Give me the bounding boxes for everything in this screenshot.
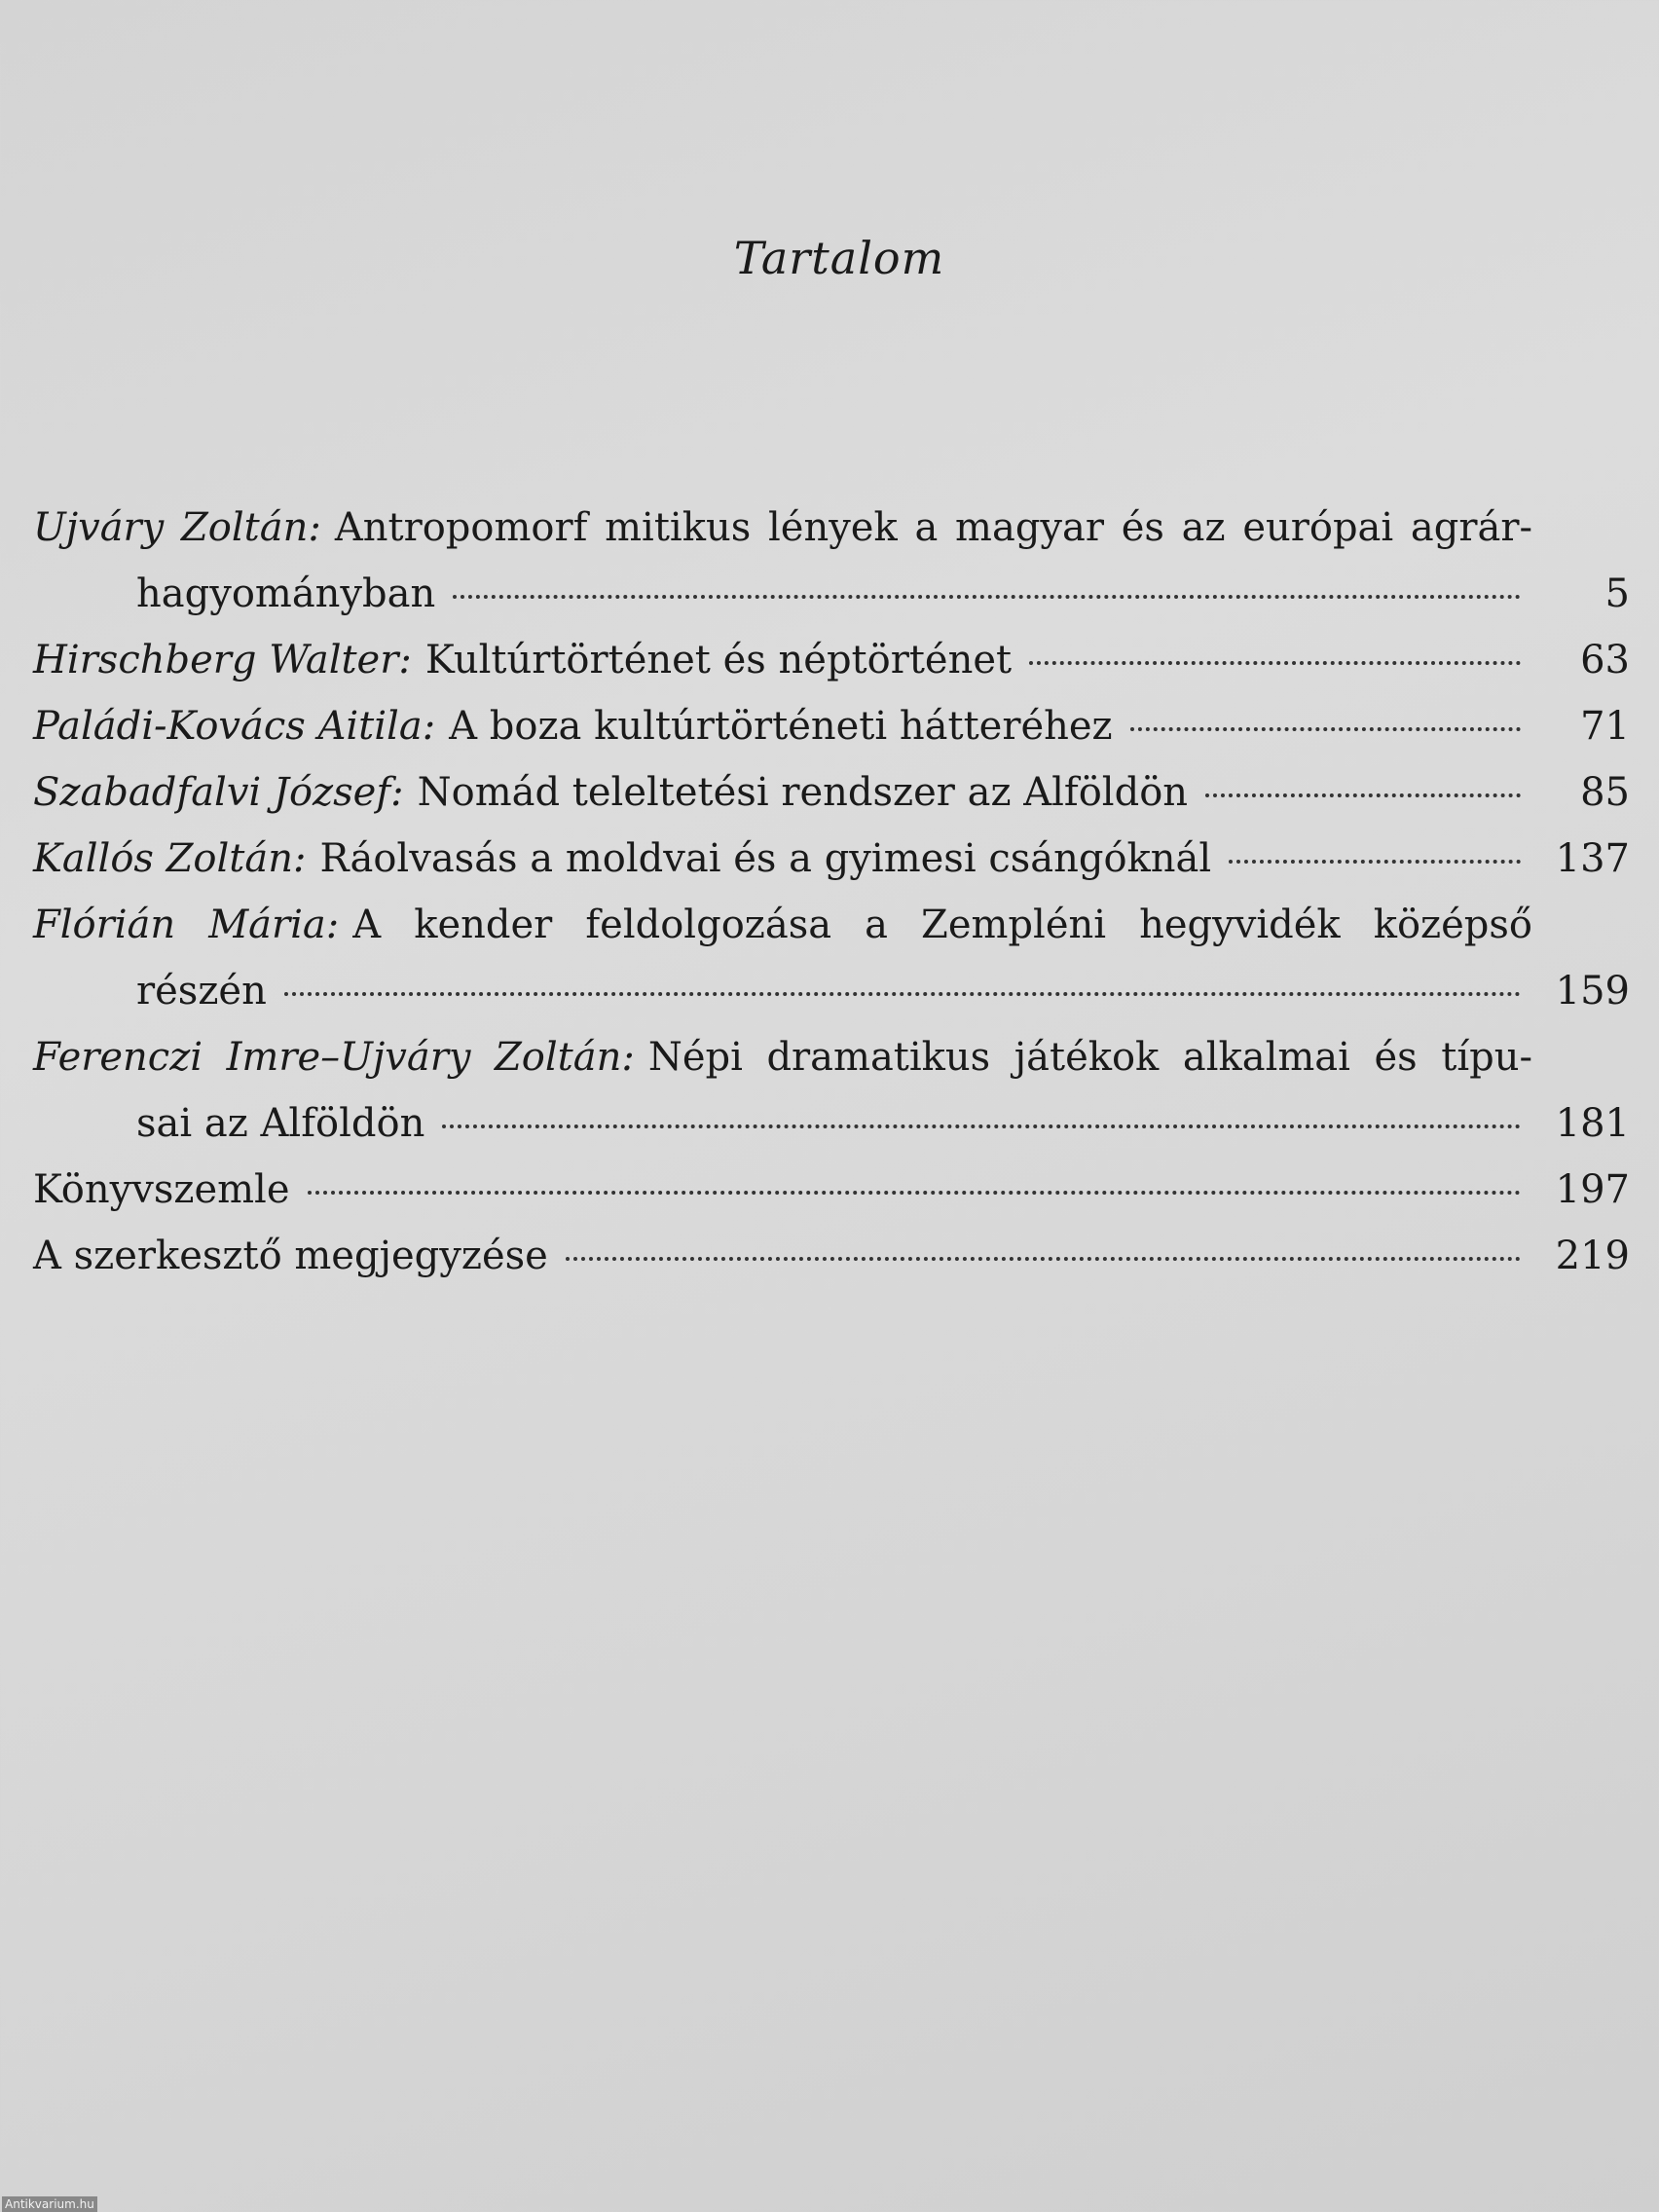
toc-author: Szabadfalvi József: [33,770,404,815]
table-of-contents [33,495,1630,1289]
toc-entry [33,1223,1630,1289]
dot-leader [1130,723,1521,731]
dot-leader [453,591,1521,599]
toc-entry-line [33,958,1630,1024]
toc-page-number: 159 [1555,969,1630,1014]
toc-entry-line [33,826,1630,892]
toc-entry-line [33,495,1630,561]
toc-page-number: 71 [1580,704,1630,749]
toc-title: Népi dramatikus játékok alkalmai és típu- [647,1035,1533,1080]
toc-author: Hirschberg Walter: [33,638,412,682]
toc-entry [33,826,1630,892]
page-title: Tartalom [733,232,945,284]
toc-title: Könyvszemle [33,1167,290,1212]
toc-entry-line [33,759,1630,826]
toc-title-continued: részén [136,969,267,1014]
toc-entry [33,495,1630,627]
toc-entry-line [33,561,1630,627]
toc-entry [33,1024,1630,1157]
toc-title: Kultúrtörténet és néptörténet [424,638,1013,682]
toc-title: Ráolvasás a moldvai és a gyimesi csángóknál [319,836,1212,881]
toc-entry-line [33,1024,1630,1090]
toc-author: Ujváry Zoltán: [33,505,321,550]
toc-page-number: 181 [1555,1101,1630,1146]
toc-page-number: 85 [1580,770,1630,815]
toc-entry-line [33,1223,1630,1289]
toc-author: Flórián Mária: [33,903,340,947]
toc-entry [33,693,1630,759]
toc-title: Nomád teleltetési rendszer az Alföldön [417,770,1189,815]
toc-author: Kallós Zoltán: [33,836,307,881]
toc-entry [33,759,1630,826]
toc-entry-line [33,693,1630,759]
toc-entry [33,892,1630,1024]
toc-entry-line [33,1090,1630,1157]
toc-entry-line [33,892,1630,958]
dot-leader [1029,657,1521,665]
toc-entry [33,1157,1630,1223]
toc-author: Ferenczi Imre–Ujváry Zoltán: [33,1035,635,1080]
toc-page-number: 137 [1555,836,1630,881]
dot-leader [1229,856,1521,864]
dot-leader [442,1121,1521,1128]
toc-page-number: 5 [1604,571,1630,616]
toc-page-number: 197 [1555,1167,1630,1212]
toc-title: A szerkesztő megjegyzése [33,1234,548,1278]
toc-title-continued: hagyományban [136,571,436,616]
watermark: Antikvarium.hu [2,2196,97,2212]
dot-leader [308,1187,1521,1195]
toc-author: Paládi-Kovács Aitila: [33,704,436,749]
toc-entry-line [33,1157,1630,1223]
dot-leader [566,1253,1521,1261]
toc-title-continued: sai az Alföldön [136,1101,425,1146]
toc-title: Antropomorf mitikus lények a magyar és az európai agrár- [334,505,1532,550]
toc-page-number: 219 [1555,1234,1630,1278]
toc-entry-line [33,627,1630,693]
toc-entry [33,627,1630,693]
toc-title: A kender feldolgozása a Zempléni hegyvidék középső [352,903,1532,947]
dot-leader [1205,790,1521,797]
toc-page-number: 63 [1580,638,1630,682]
dot-leader [284,988,1521,996]
toc-title: A boza kultúrtörténeti hátteréhez [449,704,1113,749]
